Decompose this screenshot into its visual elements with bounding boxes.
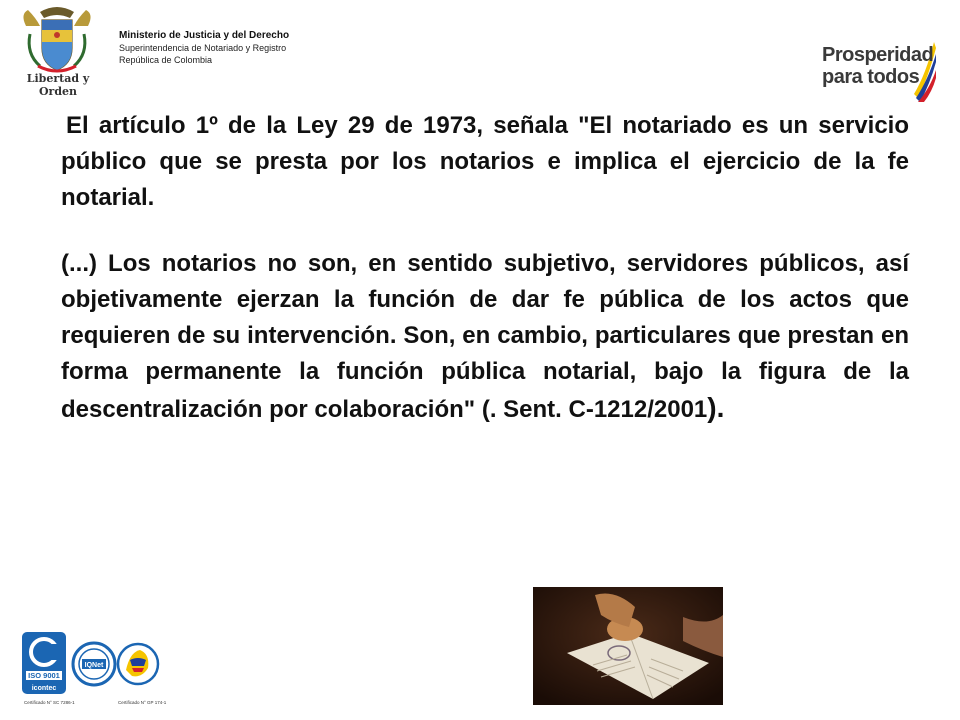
certification-logos <box>20 630 167 708</box>
superintendencia-name: Superintendencia de Notariado y Registro <box>119 43 287 53</box>
ministry-block <box>119 30 289 66</box>
brand-line-1: Prosperidad <box>822 44 934 66</box>
main-text <box>61 108 909 428</box>
paragraph-sentencia-text: (...) Los notarios no son, en sentido subjetivo, servidores públicos, así objetivamente ejerzan la función de dar fe pública de los actos que requieren de su intervención. Son, en cambio, particulares que prestan en forma permanente la función pública notarial, bajo la figura de la descentralización por colaboración" (. Sent. C-1212/2001 <box>61 250 909 423</box>
paragraph-sentencia <box>61 246 909 428</box>
notary-photo-illustration <box>533 587 723 705</box>
paragraph-ley-29: El artículo 1º de la Ley 29 de 1973, señala "El notariado es un servicio público que se presta por los notarios e implica el ejercicio de la fe notarial. <box>61 112 909 211</box>
header <box>0 0 960 110</box>
closing-punctuation: ). <box>707 392 725 423</box>
brand-line-2: para todos <box>822 66 920 88</box>
republica-name: República de Colombia <box>119 55 213 65</box>
cert3-number: Certificado N° GP 174-1 <box>118 700 167 705</box>
icontec-iso-logo <box>22 632 66 694</box>
notary-sealing-photo <box>533 587 723 705</box>
icontec-label: icontec <box>31 685 57 692</box>
iqnet-logo <box>73 643 115 685</box>
prosperidad-logo <box>818 40 936 102</box>
coat-caption: Libertad y Orden <box>26 72 90 98</box>
gp-certification-logo <box>118 644 158 684</box>
iqnet-label: IQNet <box>84 662 104 669</box>
cert1-number: Certificado N° SC 7286-1 <box>24 700 75 705</box>
certification-icons <box>20 630 167 708</box>
ministry-name: Ministerio de Justicia y del Derecho <box>119 30 290 41</box>
iso-label: ISO 9001 <box>28 671 60 680</box>
